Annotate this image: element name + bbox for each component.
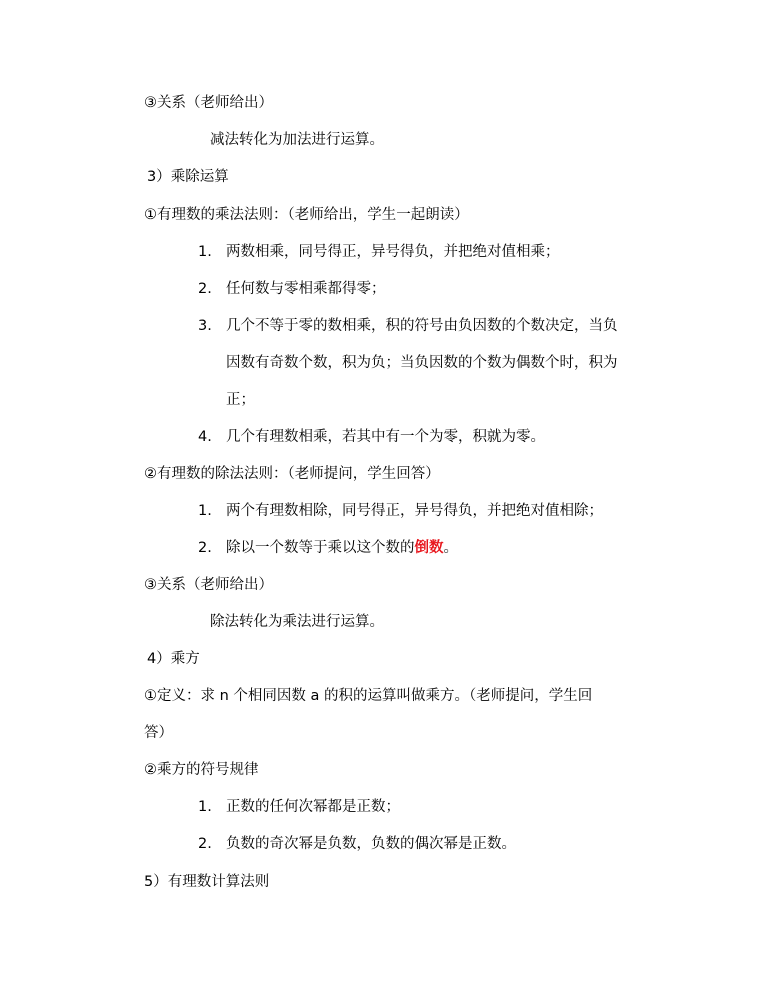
power-definition-line2: 答） — [144, 725, 173, 741]
mul-rule-1-text: 两数相乘，同号得正，异号得负，并把绝对值相乘； — [226, 244, 560, 260]
multiplication-rules-title: ①有理数的乘法法则：（老师给出，学生一起朗读） — [144, 207, 469, 223]
pow-rule-2-text: 负数的奇次幂是负数，负数的偶次幂是正数。 — [226, 836, 516, 852]
reciprocal-highlight: 倒数 — [414, 540, 444, 556]
section-5-title: 5）有理数计算法则 — [144, 874, 270, 890]
mul-rule-2-number: 2. — [198, 281, 212, 297]
mul-rule-2-text: 任何数与零相乘都得零； — [226, 281, 386, 297]
mul-rule-3-text-line3: 正； — [226, 392, 255, 408]
mul-rule-3-text-line2: 因数有奇数个数，积为负；当负因数的个数为偶数个时，积为 — [226, 355, 618, 371]
section-4-title: 4）乘方 — [147, 651, 200, 667]
div-rule-2-text-post: 。 — [443, 540, 458, 556]
division-relation-text: 除法转化为乘法进行运算。 — [210, 614, 384, 630]
division-relation-title: ③关系（老师给出） — [144, 577, 273, 593]
section-3-title: 3）乘除运算 — [147, 169, 229, 185]
pow-rule-1-text: 正数的任何次幂都是正数； — [226, 799, 400, 815]
div-rule-2-text — [226, 538, 458, 558]
div-rule-2-text-pre: 除以一个数等于乘以这个数的 — [226, 540, 415, 556]
division-rules-title: ②有理数的除法法则：（老师提问，学生回答） — [144, 466, 440, 482]
mul-rule-4-number: 4. — [198, 429, 212, 445]
pow-rule-2-number: 2. — [198, 836, 212, 852]
div-rule-2-number: 2. — [198, 540, 212, 556]
div-rule-1-number: 1. — [198, 503, 212, 519]
subtraction-relation-text: 减法转化为加法进行运算。 — [210, 132, 384, 148]
subtraction-relation-title: ③关系（老师给出） — [144, 95, 273, 111]
mul-rule-4-text: 几个有理数相乘，若其中有一个为零，积就为零。 — [226, 429, 545, 445]
div-rule-1-text: 两个有理数相除，同号得正，异号得负，并把绝对值相除； — [226, 503, 603, 519]
power-sign-title: ②乘方的符号规律 — [144, 762, 259, 778]
mul-rule-3-number: 3. — [198, 318, 212, 334]
power-definition-line1: ①定义：求 n 个相同因数 a 的积的运算叫做乘方。（老师提问，学生回 — [144, 688, 593, 704]
pow-rule-1-number: 1. — [198, 799, 212, 815]
mul-rule-3-text-line1: 几个不等于零的数相乘，积的符号由负因数的个数决定，当负 — [226, 318, 618, 334]
mul-rule-1-number: 1. — [198, 244, 212, 260]
